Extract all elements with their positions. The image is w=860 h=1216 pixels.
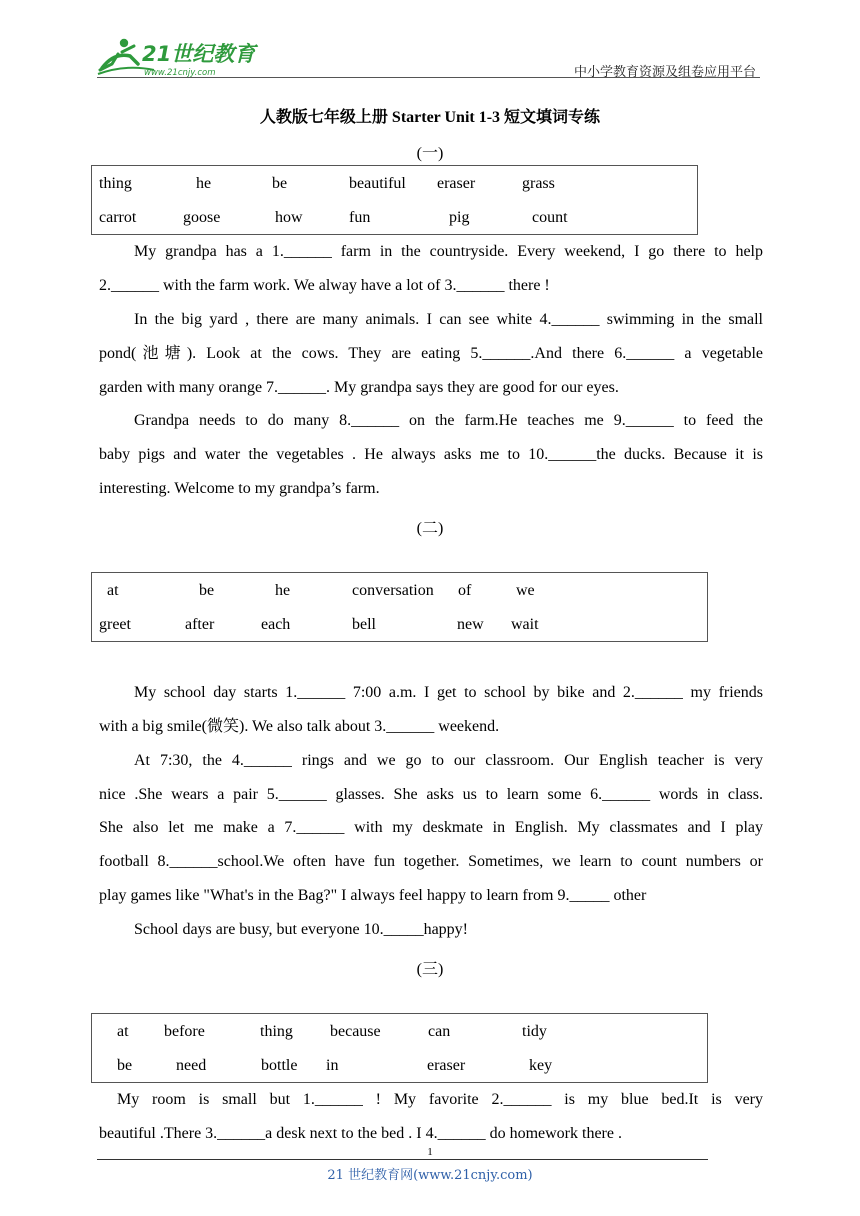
word-box-item: grass bbox=[522, 175, 555, 192]
header-divider bbox=[97, 77, 760, 78]
word-box-item: at bbox=[117, 1023, 129, 1040]
word-box-item: be bbox=[199, 582, 215, 599]
footer-divider bbox=[97, 1159, 708, 1160]
word-box-item: be bbox=[272, 175, 288, 192]
passage-line: nice .She wears a pair 5.______ glasses. She asks us to learn some 6.______ words in class. bbox=[99, 786, 763, 803]
word-box-item: bottle bbox=[261, 1057, 298, 1074]
word-box-item: after bbox=[185, 616, 215, 633]
passage-line: My school day starts 1.______ 7:00 a.m. I get to school by bike and 2.______ my friends bbox=[134, 684, 763, 701]
word-box-item: eraser bbox=[437, 175, 476, 192]
section-3-heading: (三) bbox=[416, 961, 444, 978]
word-box-item: count bbox=[532, 209, 568, 226]
word-box-item: wait bbox=[511, 616, 539, 633]
word-box-item: eraser bbox=[427, 1057, 466, 1074]
passage-line: My room is small but 1.______ ! My favorite 2.______ is my blue bed.It is very bbox=[117, 1091, 763, 1108]
section-1-heading: (一) bbox=[416, 145, 444, 162]
passage-line: with a big smile(微笑). We also talk about 3.______ weekend. bbox=[99, 718, 500, 735]
word-box-item: pig bbox=[449, 209, 470, 226]
word-box-item: goose bbox=[183, 209, 221, 226]
logo-url: www.21cnjy.com bbox=[144, 68, 216, 78]
passage-line: play games like "What's in the Bag?" I always feel happy to learn from 9._____ other bbox=[99, 887, 647, 904]
word-box-item: carrot bbox=[99, 209, 137, 226]
passage-line: 2.______ with the farm work. We alway have a lot of 3.______ there ! bbox=[99, 277, 550, 294]
word-box-item: we bbox=[516, 582, 535, 599]
word-box-item: new bbox=[457, 616, 484, 633]
word-box-item: can bbox=[428, 1023, 451, 1040]
section-1-word-box bbox=[91, 165, 698, 235]
word-box-item: thing bbox=[260, 1023, 293, 1040]
passage-line: School days are busy, but everyone 10._____happy! bbox=[134, 921, 468, 938]
section-3-word-box bbox=[91, 1013, 708, 1083]
passage-line: At 7:30, the 4.______ rings and we go to our classroom. Our English teacher is very bbox=[134, 752, 763, 769]
word-box-item: need bbox=[176, 1057, 207, 1074]
word-box-item: he bbox=[196, 175, 212, 192]
word-box-item: of bbox=[458, 582, 472, 599]
word-box-item: each bbox=[261, 616, 291, 633]
section-2-heading: (二) bbox=[416, 520, 444, 537]
word-box-item: fun bbox=[349, 209, 371, 226]
passage-line: Grandpa needs to do many 8.______ on the farm.He teaches me 9.______ to feed the bbox=[134, 412, 763, 429]
word-box-item: how bbox=[275, 209, 303, 226]
footer-site-text: 21 世纪教育网(www.21cnjy.com) bbox=[327, 1168, 533, 1183]
word-box-item: conversation bbox=[352, 582, 434, 599]
word-box-item: bell bbox=[352, 616, 376, 633]
word-box-item: in bbox=[326, 1057, 339, 1074]
passage-line: interesting. Welcome to my grandpa’s farm. bbox=[99, 480, 380, 497]
passage-line: She also let me make a 7.______ with my deskmate in English. My classmates and I play bbox=[99, 819, 763, 836]
section-2-word-box bbox=[91, 572, 708, 642]
word-box-item: at bbox=[107, 582, 119, 599]
passage-line: baby pigs and water the vegetables . He always asks me to 10.______the ducks. Because it is bbox=[99, 446, 763, 463]
page-title: 人教版七年级上册 Starter Unit 1-3 短文填词专练 bbox=[259, 109, 601, 126]
word-box-item: be bbox=[117, 1057, 133, 1074]
word-box-item: greet bbox=[99, 616, 131, 633]
word-box-item: key bbox=[529, 1057, 553, 1074]
logo-text: 21世纪教育 bbox=[142, 42, 256, 66]
page-number: 1 bbox=[427, 1146, 433, 1158]
passage-line: garden with many orange 7.______. My grandpa says they are good for our eyes. bbox=[99, 379, 619, 396]
passage-line: In the big yard , there are many animals. I can see white 4.______ swimming in the small bbox=[134, 311, 763, 328]
word-box-item: thing bbox=[99, 175, 132, 192]
logo bbox=[96, 34, 266, 80]
header-platform-text: 中小学教育资源及组卷应用平台 bbox=[573, 65, 756, 80]
word-box-item: he bbox=[275, 582, 291, 599]
word-box-item: before bbox=[164, 1023, 205, 1040]
passage-line: football 8.______school.We often have fun together. Sometimes, we learn to count numbers or bbox=[99, 853, 763, 870]
word-box-item: tidy bbox=[522, 1023, 547, 1040]
word-box-item: because bbox=[330, 1023, 381, 1040]
passage-line: pond(池塘). Look at the cows. They are eating 5.______.And there 6.______ a vegetable bbox=[99, 345, 763, 362]
passage-line: My grandpa has a 1.______ farm in the countryside. Every weekend, I go there to help bbox=[134, 243, 763, 260]
passage-line: beautiful .There 3.______a desk next to the bed . I 4.______ do homework there . bbox=[99, 1125, 622, 1142]
word-box-item: beautiful bbox=[349, 175, 406, 192]
